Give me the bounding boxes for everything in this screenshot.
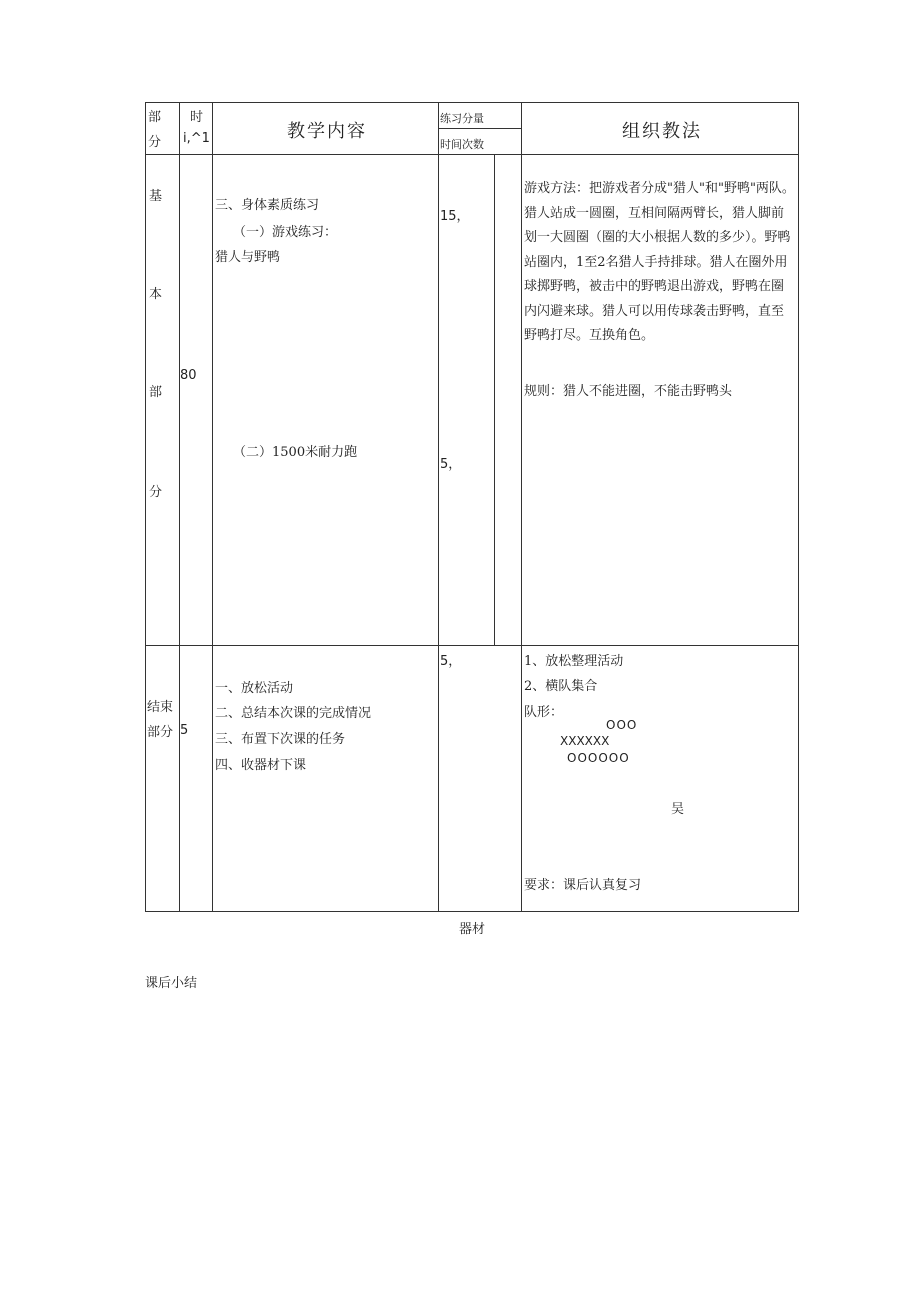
basic-part-char: 部 [149, 385, 163, 400]
basic-content-item: 三、身体素质练习 [215, 198, 320, 213]
end-requirement: 要求：课后认真复习 [524, 878, 642, 893]
header-time-count: 时间次数 [440, 138, 484, 151]
header-content: 教学内容 [287, 121, 367, 142]
end-item: 三、布置下次课的任务 [215, 732, 346, 747]
end-item: 一、放松活动 [215, 681, 294, 696]
summary-label: 课后小结 [145, 976, 198, 991]
equipment-label: 器材 [459, 922, 486, 937]
end-item: 四、收器材下课 [215, 758, 307, 773]
end-teacher-symbol: 吴 [671, 802, 685, 817]
header-time-line2: i,^1 [183, 131, 210, 146]
basic-content-sub2: （二）1500米耐力跑 [233, 445, 358, 460]
basic-part-char: 分 [149, 485, 163, 500]
end-formation-label: 队形： [524, 705, 564, 720]
end-part-line2: 部分 [147, 725, 174, 740]
basic-rule: 规则：猎人不能进圈，不能击野鸭头 [524, 384, 733, 399]
end-formation-row1: OOO [606, 718, 638, 732]
basic-content-game: 猎人与野鸭 [215, 250, 281, 265]
header-organization: 组织教法 [622, 121, 702, 142]
basic-content-sub1: （一）游戏练习： [233, 225, 338, 240]
end-time: 5 [180, 723, 189, 738]
end-org-1: 1、放松整理活动 [524, 654, 624, 669]
basic-part-char: 本 [149, 287, 163, 302]
end-formation-row2: XXXXXX [560, 734, 610, 748]
header-practice-amount: 练习分量 [440, 112, 484, 125]
end-org-2: 2、横队集合 [524, 679, 598, 694]
header-time-line1: 时 [190, 110, 204, 125]
end-item: 二、总结本次课的完成情况 [215, 706, 372, 721]
header-part-line1: 部 [148, 110, 162, 125]
end-part-line1: 结束 [147, 700, 174, 715]
basic-method: 游戏方法：把游戏者分成"猎人"和"野鸭"两队。猎人站成一圆圈，互相间隔两臂长，猎人脚前划一大圆圈（圈的大小根据人数的多少）。野鸭站圈内，1至2名猎人手持排球。猎人在圈外用球掷野鸭，被击中的野鸭退出游戏，野鸭在圈内闪避来球。猎人可以用传球袭击野鸭，直至野鸭打尽。互换角色。 [524, 181, 795, 343]
end-formation-row3: OOOOOO [567, 751, 630, 765]
basic-amount: 15， [440, 209, 470, 224]
header-part-line2: 分 [148, 135, 162, 150]
end-amount: 5， [440, 654, 462, 669]
basic-part-char: 基 [149, 189, 163, 204]
basic-amount: 5， [440, 457, 462, 472]
basic-time: 80 [180, 368, 197, 383]
